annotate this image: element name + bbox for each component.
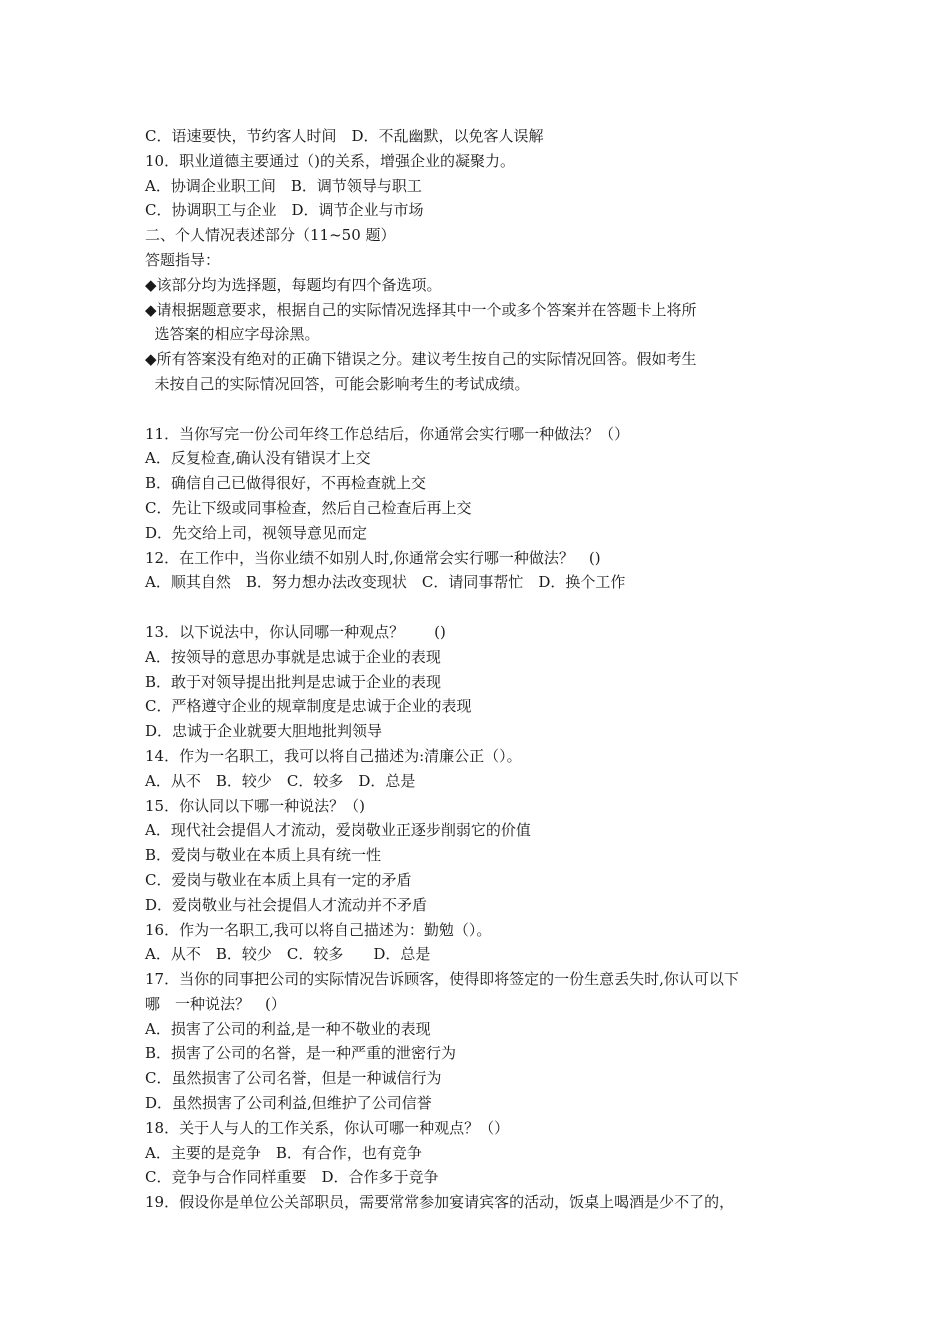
blank-line [145, 397, 825, 422]
option-line: A．从不 B．较少 C．较多 D．总是 [145, 771, 416, 790]
option-line: D．虽然损害了公司利益,但维护了公司信誉 [145, 1094, 432, 1113]
question-18: 18．关于人与人的工作关系，你认可哪一种观点？（） [145, 1118, 510, 1137]
question-11: 11．当你写完一份公司年终工作总结后，你通常会实行哪一种做法？（） [145, 424, 630, 443]
option-line: A．现代社会提倡人才流动，爱岗敬业正逐步削弱它的价值 [145, 821, 531, 840]
question-14: 14．作为一名职工，我可以将自己描述为:清廉公正（）。 [145, 746, 522, 765]
question-15: 15．你认同以下哪一种说法？（) [145, 796, 365, 815]
blank-line [145, 595, 825, 620]
question-19: 19．假设你是单位公关部职员，需要常常参加宴请宾客的活动，饭桌上喝酒是少不了的， [145, 1193, 735, 1212]
document-body [145, 124, 825, 1215]
option-line: C．先让下级或同事检查，然后自己检查后再上交 [145, 498, 472, 517]
instruction-item-continued: 未按自己的实际情况回答，可能会影响考生的考试成绩。 [145, 374, 530, 393]
question-16: 16．作为一名职工,我可以将自己描述为：勤勉（）。 [145, 920, 492, 939]
option-line: C．竞争与合作同样重要 D．合作多于竞争 [145, 1168, 439, 1187]
option-line: C．虽然损害了公司名誉，但是一种诚信行为 [145, 1069, 442, 1088]
section-heading: 二、个人情况表述部分（11~50 题） [145, 226, 396, 245]
option-line: C．爱岗与敬业在本质上具有一定的矛盾 [145, 870, 412, 889]
question-13: 13．以下说法中，你认同哪一种观点？ () [145, 622, 446, 641]
option-line: D．先交给上司，视领导意见而定 [145, 523, 368, 542]
instruction-item: ◆该部分均为选择题，每题均有四个备选项。 [145, 275, 442, 294]
option-line: D．爱岗敬业与社会提倡人才流动并不矛盾 [145, 895, 428, 914]
question-10: 10．职业道德主要通过（)的关系，增强企业的凝聚力。 [145, 151, 515, 170]
instruction-item: ◆请根据题意要求，根据自己的实际情况选择其中一个或多个答案并在答题卡上将所 [145, 300, 697, 319]
question-17: 17．当你的同事把公司的实际情况告诉顾客，使得即将签定的一份生意丢失时,你认可以下 [145, 970, 739, 989]
text-line: A．协调企业职工间 B．调节领导与职工 [145, 176, 422, 195]
option-line: A．主要的是竞争 B．有合作，也有竞争 [145, 1143, 422, 1162]
instruction-item-continued: 选答案的相应字母涂黑。 [145, 325, 320, 344]
option-line: B．爱岗与敬业在本质上具有统一性 [145, 846, 382, 865]
option-line: A．顺其自然 B．努力想办法改变现状 C．请同事帮忙 D．换个工作 [145, 573, 626, 592]
instruction-item: ◆所有答案没有绝对的正确下错误之分。建议考生按自己的实际情况回答。假如考生 [145, 350, 697, 369]
question-17-continued: 哪 一种说法？ (） [145, 994, 286, 1013]
option-line: B．确信自己已做得很好，不再检查就上交 [145, 474, 427, 493]
option-line: B．敢于对领导提出批判是忠诚于企业的表现 [145, 672, 442, 691]
option-line: B．损害了公司的名誉，是一种严重的泄密行为 [145, 1044, 457, 1063]
option-line: A．损害了公司的利益,是一种不敬业的表现 [145, 1019, 431, 1038]
instructions-heading: 答题指导： [145, 250, 221, 269]
option-line: A．按领导的意思办事就是忠诚于企业的表现 [145, 647, 441, 666]
question-12: 12．在工作中，当你业绩不如别人时,你通常会实行哪一种做法？ () [145, 548, 601, 567]
option-line: A．反复检查,确认没有错误才上交 [145, 449, 371, 468]
text-line: C．语速要快，节约客人时间 D．不乱幽默，以免客人误解 [145, 127, 544, 145]
option-line: D．忠诚于企业就要大胆地批判领导 [145, 722, 383, 741]
text-line: C．协调职工与企业 D．调节企业与市场 [145, 201, 424, 220]
option-line: A．从不 B．较少 C．较多 D．总是 [145, 945, 431, 964]
option-line: C．严格遵守企业的规章制度是忠诚于企业的表现 [145, 697, 472, 716]
